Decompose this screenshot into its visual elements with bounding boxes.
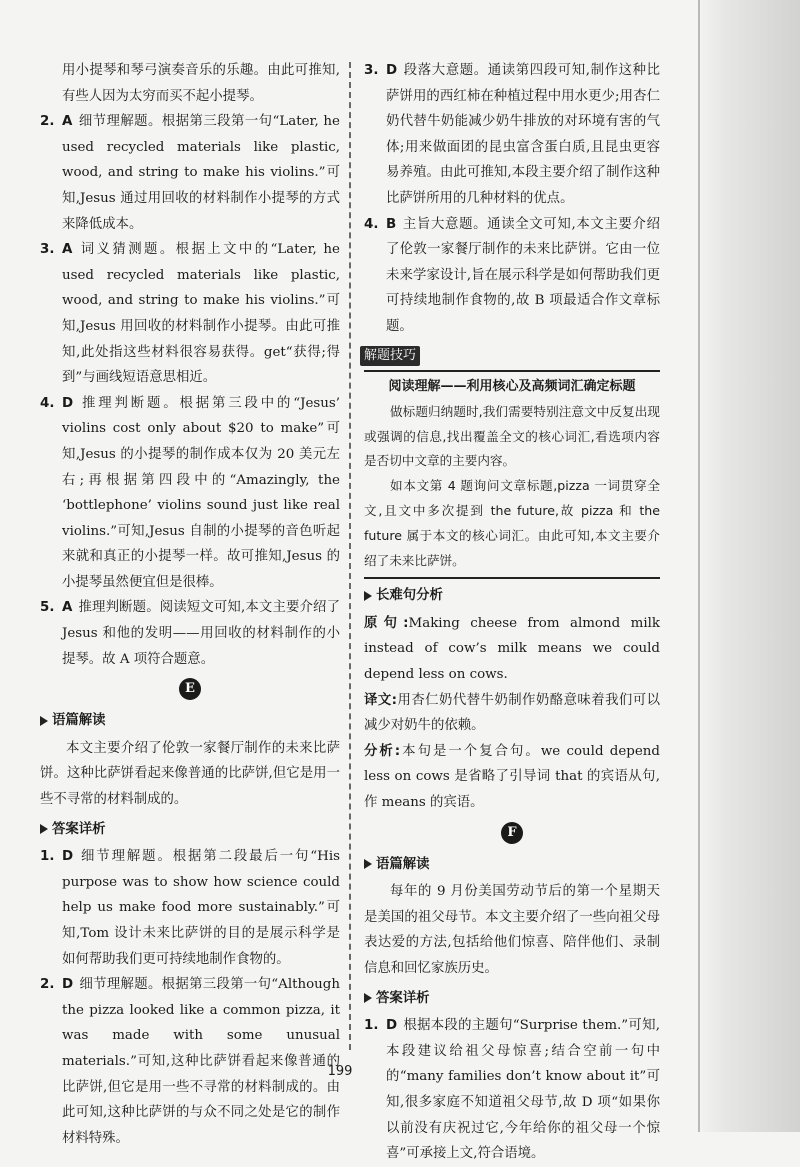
passage-badge [40, 678, 340, 700]
answer-letter: D [386, 63, 398, 78]
tip-box-bottom-rule [364, 577, 660, 579]
translation [364, 688, 660, 739]
answer-letter: D [62, 849, 74, 865]
item-number: 1. [364, 1018, 379, 1034]
section-heading-answers [40, 817, 340, 843]
section-heading-answers [364, 986, 660, 1012]
answer-letter: A [62, 114, 73, 130]
page-number: 199 [327, 1064, 353, 1079]
answer-item [364, 1013, 660, 1167]
tip-paragraph: 做标题归纳题时,我们需要特别注意文中反复出现或强调的信息,找出覆盖全文的核心词汇,看选项内容是否切中文章的主要内容。 [364, 403, 660, 469]
section-title: 长难句分析 [376, 588, 443, 604]
section-title: 语篇解读 [52, 713, 106, 729]
tip-title: 解题技巧 [360, 346, 420, 366]
answer-letter: D [386, 1018, 398, 1034]
answer-item [364, 212, 660, 340]
answer-explanation: 段落大意题。通读第四段可知,制作这种比萨饼用的西红柿在种植过程中用水更少;用杏仁奶代替牛奶能减少奶牛排放的对环境有害的气体;用来做面团的昆虫富含蛋白质,且昆虫更容易养殖。由此可推知,本段主要介绍了制作这种比萨饼所用的几种材料的优点。 [386, 63, 660, 206]
section-heading-sentence [364, 583, 660, 609]
answer-letter: B [386, 216, 397, 232]
answer-explanation: 细节理解题。根据第三段第一句“Although the pizza looked like a common pizza, it was made with some unusual materials.”可知,这种比萨饼看起来像普通的比萨饼,但它是用一些不寻常的材料制成的。由此可知,这种比萨饼的与众不同之处是它的制作材料特殊。 [62, 977, 340, 1146]
reading-summary: 本文主要介绍了伦敦一家餐厅制作的未来比萨饼。这种比萨饼看起来像普通的比萨饼,但它是用一些不寻常的材料制成的。 [40, 740, 340, 808]
original-text: Making cheese from almond milk instead of cow’s milk means we could depend less on cows. [364, 615, 660, 683]
left-column [40, 58, 340, 1151]
answer-item [40, 844, 340, 972]
translation-label: 译文: [364, 692, 398, 708]
item-number: 1. [40, 849, 55, 865]
answer-explanation: 推理判断题。阅读短文可知,本文主要介绍了 Jesus 和他的发明——用回收的材料制作的小提琴。故 A 项符合题意。 [62, 600, 340, 667]
triangle-bullet-icon [364, 859, 372, 869]
answer-letter: D [62, 977, 74, 993]
item-number: 4. [364, 216, 379, 232]
section-heading-reading [364, 852, 660, 878]
item-number: 2. [40, 977, 55, 993]
analysis [364, 739, 660, 816]
section-title: 答案详析 [376, 990, 430, 1006]
answer-explanation: 根据本段的主题句“Surprise them.”可知,本段建议给祖父母惊喜;结合空前一句中的“many families don’t know about it”可知,很多家庭不知道祖父母节,故 D 项“如果你以前没有庆祝过它,今年给你的祖父母一个惊喜”可承接上文,符合语境。 [386, 1018, 660, 1162]
answer-letter: D [62, 395, 74, 411]
page-binding-line [698, 0, 700, 1132]
answer-explanation: 主旨大意题。通读全文可知,本文主要介绍了伦敦一家餐厅制作的未来比萨饼。它由一位未来学家设计,旨在展示科学是如何帮助我们更可持续地制作食物的,故 B 项最适合作文章标题。 [386, 216, 660, 334]
column-divider [349, 62, 351, 1050]
passage-letter: E [179, 678, 201, 700]
triangle-bullet-icon [40, 824, 48, 834]
continued-answer-text: 用小提琴和琴弓演奏音乐的乐趣。由此可推知,有些人因为太穷而买不起小提琴。 [62, 63, 340, 104]
answer-item [364, 58, 660, 212]
answer-letter: A [62, 242, 73, 258]
page-binding-edge [696, 0, 800, 1132]
section-title: 语篇解读 [376, 856, 430, 872]
item-number: 2. [40, 114, 55, 130]
triangle-bullet-icon [364, 993, 372, 1003]
item-number: 3. [40, 242, 55, 258]
item-number: 3. [364, 63, 379, 78]
item-number: 5. [40, 600, 55, 616]
answer-letter: A [62, 600, 73, 616]
answer-explanation: 细节理解题。根据第二段最后一句“His purpose was to show how science could help us make food more sustainably.”可知,Tom 设计未来比萨饼的目的是展示科学是如何帮助我们更可持续地制作食物的。 [62, 849, 340, 967]
answer-item [40, 391, 340, 596]
item-number: 4. [40, 395, 55, 411]
original-label: 原句: [364, 615, 409, 631]
tip-subtitle: 阅读理解——利用核心及高频词汇确定标题 [388, 379, 636, 395]
passage-letter: F [501, 822, 523, 844]
answer-item [40, 972, 340, 1151]
translation-text: 用杏仁奶代替牛奶制作奶酪意味着我们可以减少对奶牛的依赖。 [364, 692, 661, 734]
analysis-label: 分析: [364, 743, 401, 759]
triangle-bullet-icon [364, 591, 372, 601]
triangle-bullet-icon [40, 716, 48, 726]
tip-paragraph: 如本文第 4 题询问文章标题,pizza 一词贯穿全文,且文中多次提到 the future,故 pizza 和 the future 属于本文的核心词汇。由此可知,本文主要介绍了未来比萨饼。 [364, 478, 660, 568]
passage-badge [364, 822, 660, 844]
answer-explanation: 细节理解题。根据第三段第一句“Later, he used recycled materials like plastic, wood, and string to make his violins.”可知,Jesus 通过用回收的材料制作小提琴的方式来降低成本。 [62, 114, 340, 232]
answer-item [40, 595, 340, 672]
answer-explanation: 推理判断题。根据第三段中的“Jesus’ violins cost only about $20 to make”可知,Jesus 的小提琴的制作成本仅为 20 美元左右;再根据第四段中的“Amazingly, the ‘bottlephone’ violins sound just like real violins.”可知,Jesus 自制的小提琴的音色听起来就和真正的小提琴一样。故可推知,Jesus 的小提琴虽然便宜但是很棒。 [62, 395, 340, 590]
reading-summary: 每年的 9 月份美国劳动节后的第一个星期天是美国的祖父母节。本文主要介绍了一些向祖父母表达爱的方法,包括给他们惊喜、陪伴他们、录制信息和回忆家族历史。 [364, 884, 660, 977]
analysis-text: 本句是一个复合句。we could depend less on cows 是省略了引导词 that 的宾语从句,作 means 的宾语。 [364, 743, 660, 811]
original-sentence [364, 611, 660, 688]
section-title: 答案详析 [52, 821, 106, 837]
right-column [364, 58, 660, 1167]
section-heading-reading [40, 708, 340, 734]
answer-explanation: 词义猜测题。根据上文中的“Later, he used recycled materials like plastic, wood, and string to make his violins.”可知,Jesus 用回收的材料制作小提琴。由此可推知,此处指这些材料很容易获得。get“获得;得到”与画线短语意思相近。 [62, 242, 340, 386]
tip-box [364, 370, 660, 579]
answer-item [40, 237, 340, 391]
answer-item [40, 109, 340, 237]
